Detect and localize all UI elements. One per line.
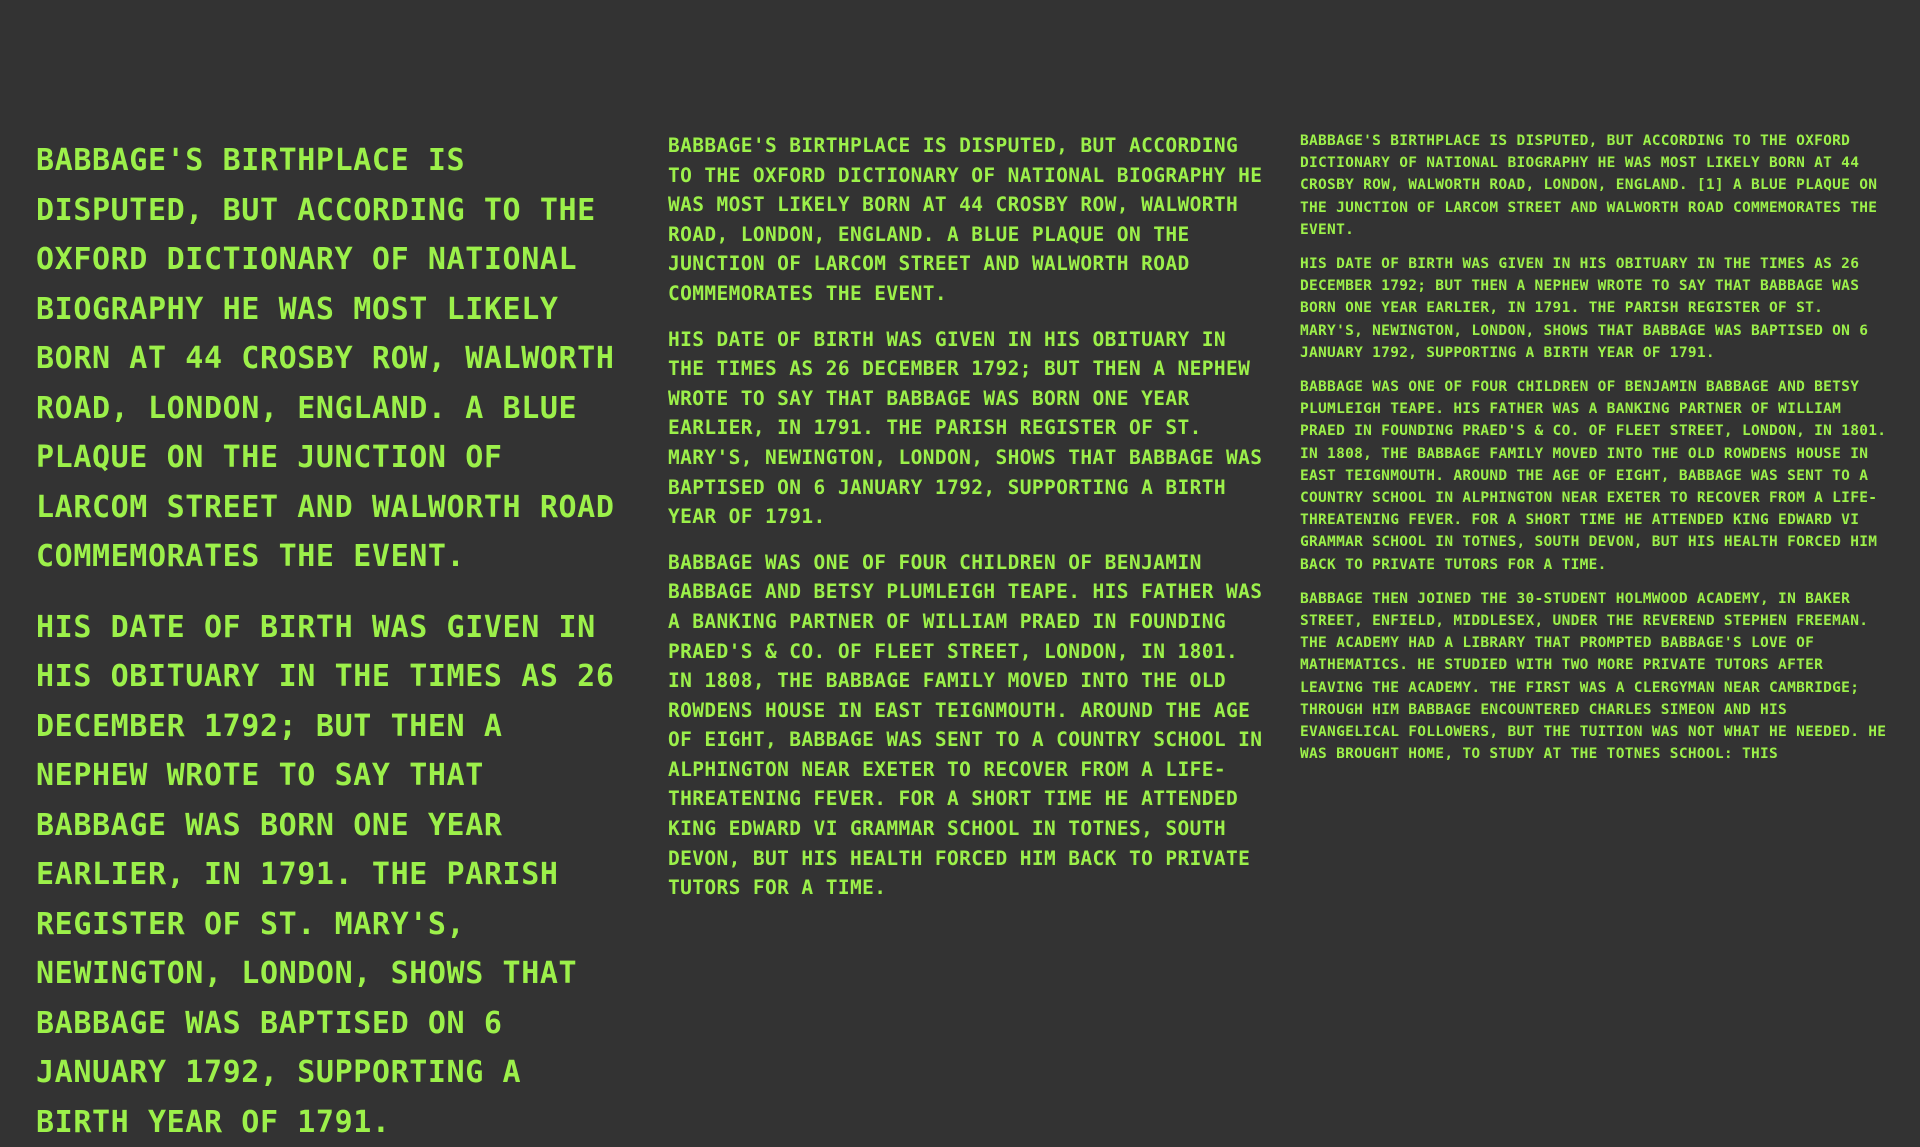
paragraph-birthplace: BABBAGE'S BIRTHPLACE IS DISPUTED, BUT ACCORDING TO THE OXFORD DICTIONARY OF NATIONAL BIOGRAPHY HE WAS MOST LIKELY BORN AT 44 CROSBY ROW, WALWORTH ROAD, LONDON, ENGLAND. [1] A BLUE PLAQUE ON THE JUNCTION OF LARCOM STREET AND WALWORTH ROAD COMMEMORATES THE EVENT. [1300, 130, 1890, 241]
paragraph-birthplace: BABBAGE'S BIRTHPLACE IS DISPUTED, BUT ACCORDING TO THE OXFORD DICTIONARY OF NATIONAL BIOGRAPHY HE WAS MOST LIKELY BORN AT 44 CROSBY ROW, WALWORTH ROAD, LONDON, ENGLAND. A BLUE PLAQUE ON THE JUNCTION OF LARCOM STREET AND WALWORTH ROAD COMMEMORATES THE EVENT. [36, 136, 626, 582]
paragraph-family: BABBAGE WAS ONE OF FOUR CHILDREN OF BENJAMIN BABBAGE AND BETSY PLUMLEIGH TEAPE. HIS FATHER WAS A BANKING PARTNER OF WILLIAM PRAED IN FOUNDING PRAED'S & CO. OF FLEET STREET, LONDON, IN 1801. IN 1808, THE BABBAGE FAMILY MOVED INTO THE OLD ROWDENS HOUSE IN EAST TEIGNMOUTH. AROUND THE AGE OF EIGHT, BABBAGE WAS SENT TO A COUNTRY SCHOOL IN ALPHINGTON NEAR EXETER TO RECOVER FROM A LIFE-THREATENING FEVER. FOR A SHORT TIME HE ATTENDED KING EDWARD VI GRAMMAR SCHOOL IN TOTNES, SOUTH DEVON, BUT HIS HEALTH FORCED HIM BACK TO PRIVATE TUTORS FOR A TIME. [1300, 376, 1890, 576]
text-column-large [36, 136, 626, 836]
paragraph-birthplace: BABBAGE'S BIRTHPLACE IS DISPUTED, BUT ACCORDING TO THE OXFORD DICTIONARY OF NATIONAL BIOGRAPHY HE WAS MOST LIKELY BORN AT 44 CROSBY ROW, WALWORTH ROAD, LONDON, ENGLAND. A BLUE PLAQUE ON THE JUNCTION OF LARCOM STREET AND WALWORTH ROAD COMMEMORATES THE EVENT. [668, 131, 1268, 309]
text-column-medium [668, 131, 1268, 836]
paragraph-family: BABBAGE WAS ONE OF FOUR CHILDREN OF BENJAMIN BABBAGE AND BETSY PLUMLEIGH TEAPE. HIS FATHER WAS A BANKING PARTNER OF WILLIAM PRAED IN FOUNDING PRAED'S & CO. OF FLEET STREET, LONDON, IN 1801. IN 1808, THE BABBAGE FAMILY MOVED INTO THE OLD ROWDENS HOUSE IN EAST TEIGNMOUTH. AROUND THE AGE OF EIGHT, BABBAGE WAS SENT TO A COUNTRY SCHOOL IN ALPHINGTON NEAR EXETER TO RECOVER FROM A LIFE-THREATENING FEVER. FOR A SHORT TIME HE ATTENDED KING EDWARD VI GRAMMAR SCHOOL IN TOTNES, SOUTH DEVON, BUT HIS HEALTH FORCED HIM BACK TO PRIVATE TUTORS FOR A TIME. [668, 548, 1268, 903]
paragraph-date-of-birth: HIS DATE OF BIRTH WAS GIVEN IN HIS OBITUARY IN THE TIMES AS 26 DECEMBER 1792; BUT THEN A NEPHEW WROTE TO SAY THAT BABBAGE WAS BORN ONE YEAR EARLIER, IN 1791. THE PARISH REGISTER OF ST. MARY'S, NEWINGTON, LONDON, SHOWS THAT BABBAGE WAS BAPTISED ON 6 JANUARY 1792, SUPPORTING A BIRTH YEAR OF 1791. [668, 325, 1268, 532]
paragraph-date-of-birth: HIS DATE OF BIRTH WAS GIVEN IN HIS OBITUARY IN THE TIMES AS 26 DECEMBER 1792; BUT THEN A NEPHEW WROTE TO SAY THAT BABBAGE WAS BORN ONE YEAR EARLIER, IN 1791. THE PARISH REGISTER OF ST. MARY'S, NEWINGTON, LONDON, SHOWS THAT BABBAGE WAS BAPTISED ON 6 JANUARY 1792, SUPPORTING A BIRTH YEAR OF 1791. [1300, 253, 1890, 364]
text-column-small [1300, 130, 1890, 835]
paragraph-date-of-birth: HIS DATE OF BIRTH WAS GIVEN IN HIS OBITUARY IN THE TIMES AS 26 DECEMBER 1792; BUT THEN A NEPHEW WROTE TO SAY THAT BABBAGE WAS BORN ONE YEAR EARLIER, IN 1791. THE PARISH REGISTER OF ST. MARY'S, NEWINGTON, LONDON, SHOWS THAT BABBAGE WAS BAPTISED ON 6 JANUARY 1792, SUPPORTING A BIRTH YEAR OF 1791. [36, 603, 626, 1147]
paragraph-education: BABBAGE THEN JOINED THE 30-STUDENT HOLMWOOD ACADEMY, IN BAKER STREET, ENFIELD, MIDDLESEX, UNDER THE REVEREND STEPHEN FREEMAN. THE ACADEMY HAD A LIBRARY THAT PROMPTED BABBAGE'S LOVE OF MATHEMATICS. HE STUDIED WITH TWO MORE PRIVATE TUTORS AFTER LEAVING THE ACADEMY. THE FIRST WAS A CLERGYMAN NEAR CAMBRIDGE; THROUGH HIM BABBAGE ENCOUNTERED CHARLES SIMEON AND HIS EVANGELICAL FOLLOWERS, BUT THE TUITION WAS NOT WHAT HE NEEDED. HE WAS BROUGHT HOME, TO STUDY AT THE TOTNES SCHOOL: THIS [1300, 588, 1890, 766]
